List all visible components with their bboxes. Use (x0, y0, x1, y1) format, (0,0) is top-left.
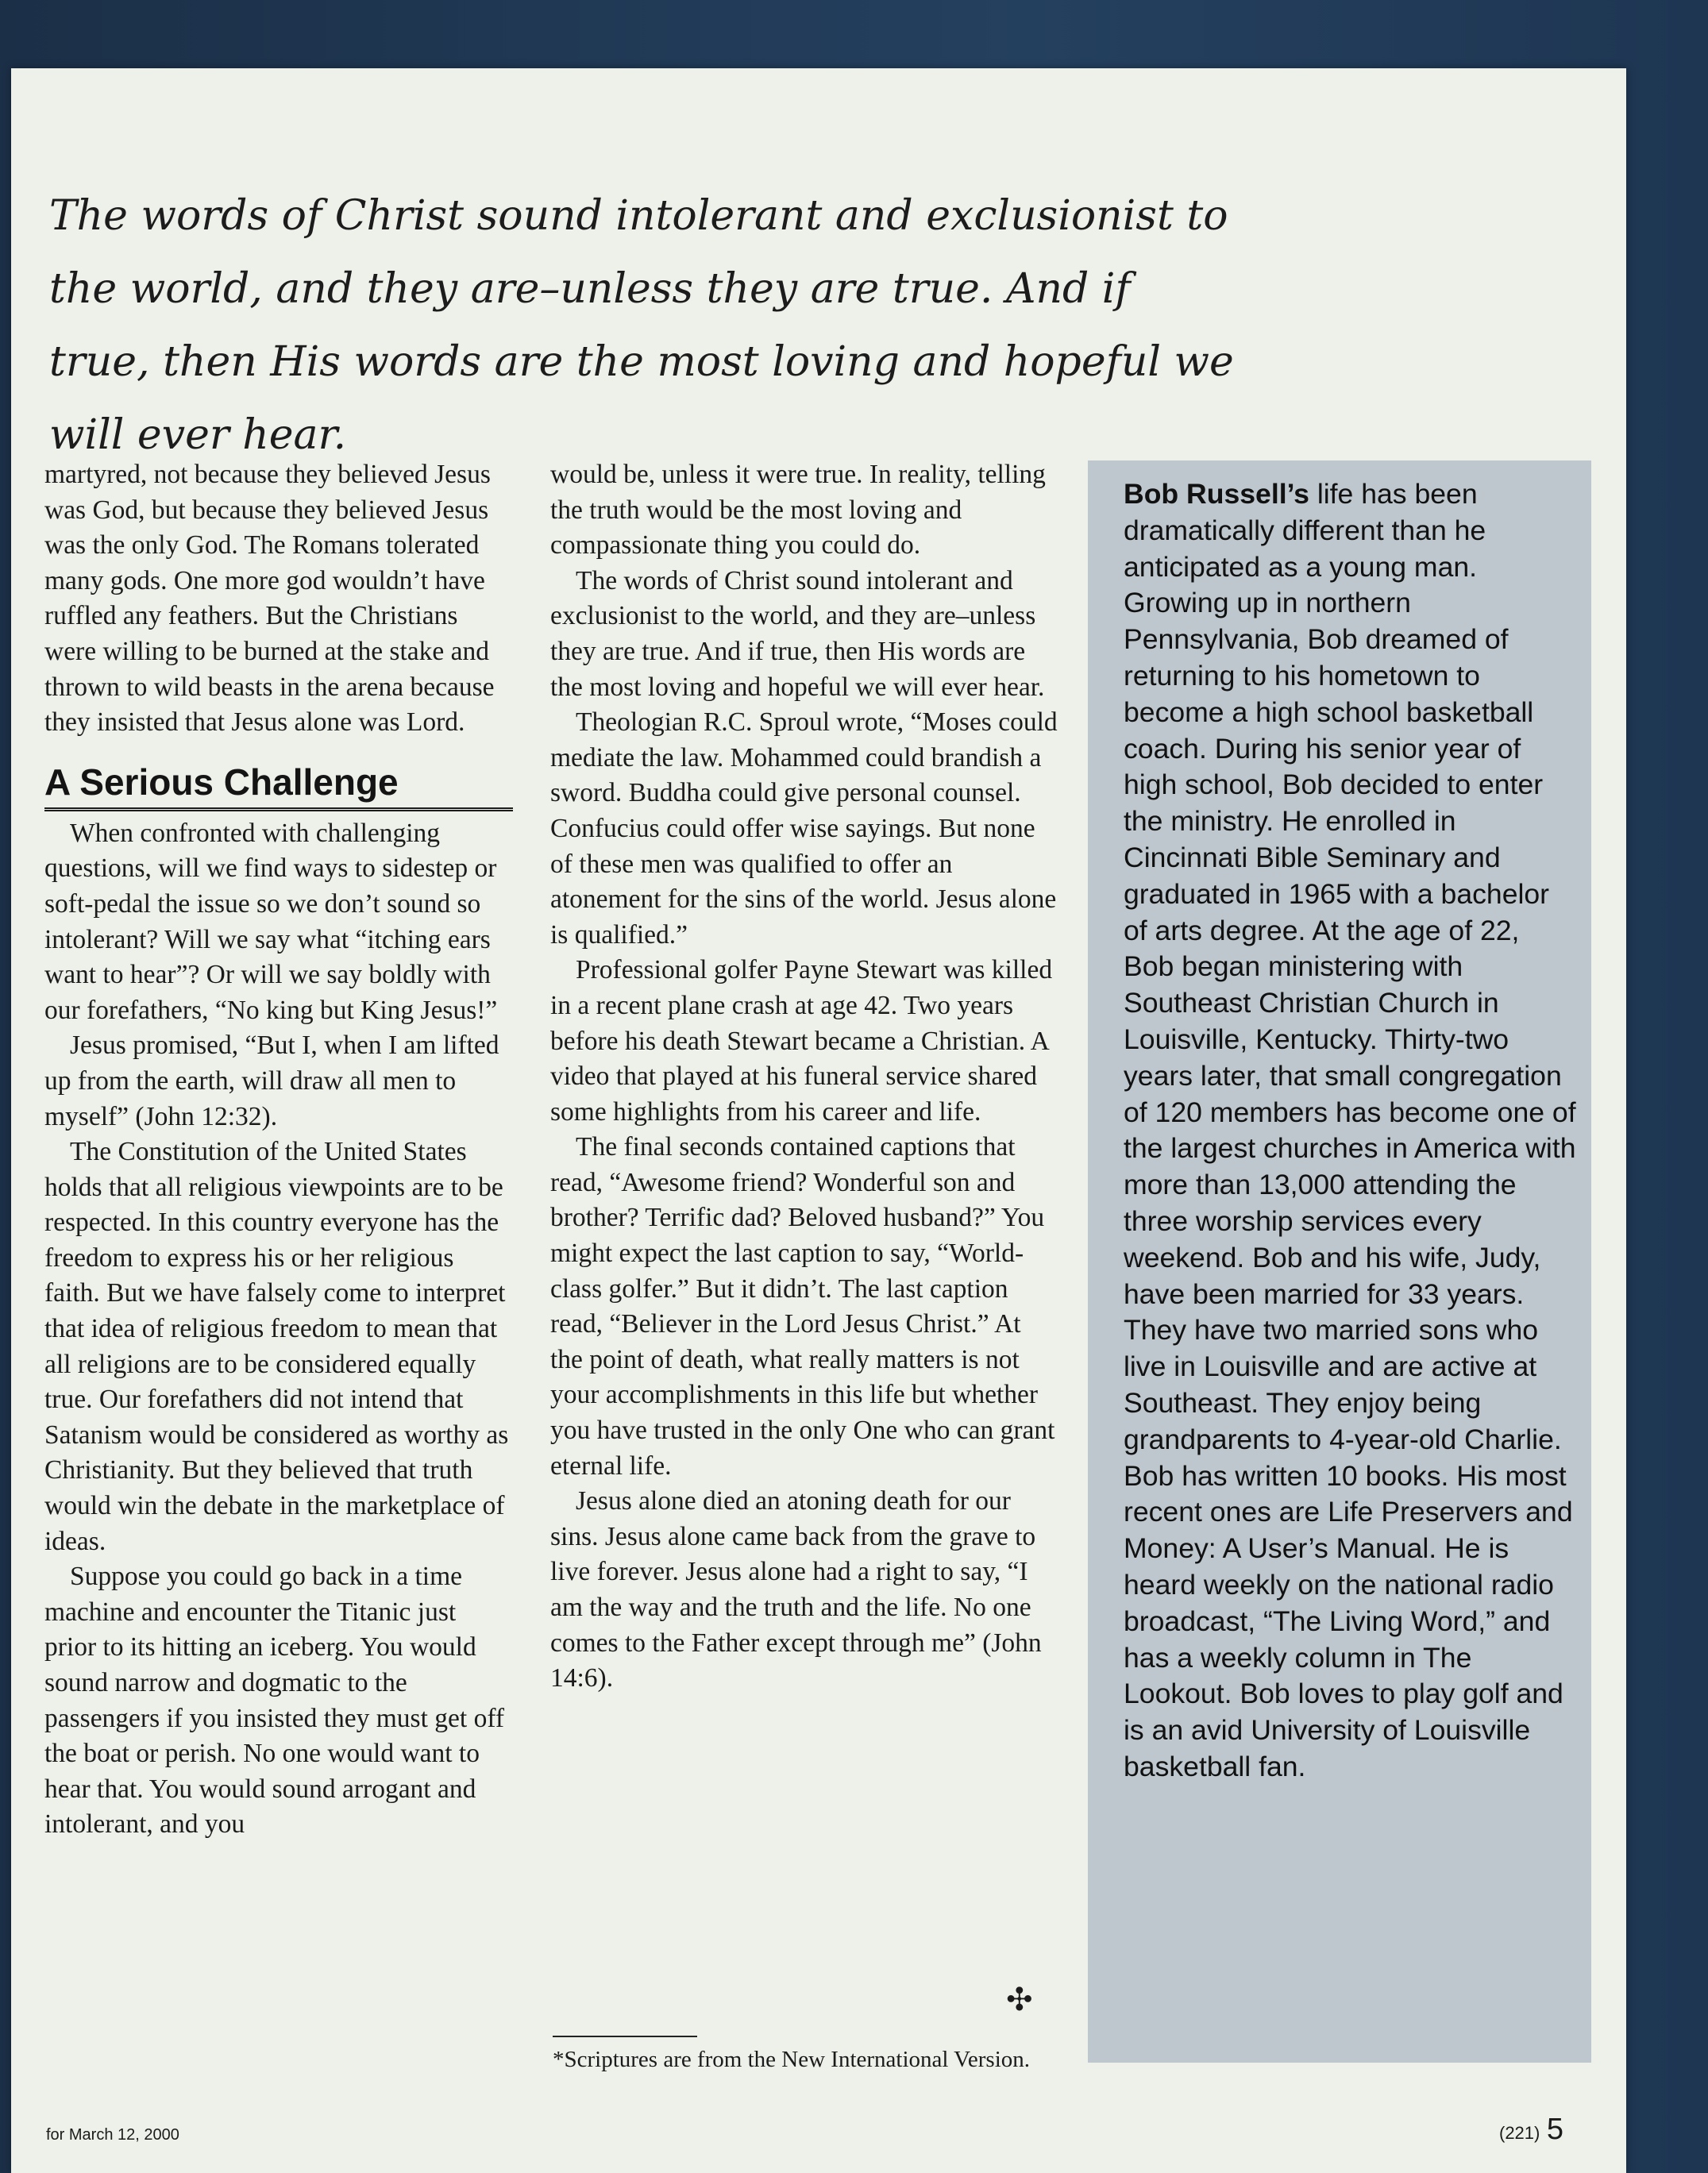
paragraph: Suppose you could go back in a time machine and encounter the Titanic just prior to its hitting an iceberg. You would sound narrow and dogmatic to the passengers if you insisted they must get off the boat or perish. No one would want to hear that. You would sound arrogant and intolerant, and you (44, 1562, 505, 1840)
paragraph: Jesus promised, “But I, when I am lifted up from the earth, will draw all men to myself” (John 12:32). (44, 1031, 499, 1131)
author-bio-sidebar (1088, 460, 1591, 2063)
page-code: (221) (1499, 2123, 1540, 2143)
page-number: 5 (1546, 2113, 1563, 2146)
author-bio-text: life has been dramatically different than he anticipated as a young man. Growing up in northern Pennsylvania, Bob dreamed of returning to his hometown to become a high school basketball coach. During his senior year of high school, Bob decided to enter the ministry. He enrolled in Cincinnati Bible Seminary and graduated in 1965 with a bachelor of arts degree. At the age of 22, Bob began ministering with Southeast Christian Church in Louisville, Kentucky. Thirty-two years later, that small congregation of 120 members has become one of the largest churches in America with more than 13,000 attending the three worship services every weekend. Bob and his wife, Judy, have been married for 33 years. They have two married sons who live in Louisville and are active at Southeast. They enjoy being grandparents to 4-year-old Charlie. Bob has written 10 books. His most recent ones are Life Preservers and Money: A User’s Manual. He is heard weekly on the national radio broadcast, “The Living Word,” and has a weekly column in The Lookout. Bob loves to play golf and is an avid University of Louisville basketball fan. (1124, 478, 1576, 1782)
section-heading: A Serious Challenge (44, 760, 513, 811)
footnote: *Scriptures are from the New International Version. (553, 2047, 1031, 2072)
paragraph: Professional golfer Payne Stewart was killed in a recent plane crash at age 42. Two years before his death Stewart became a Christian. A video that played at his funeral service shared some highlights from his career and life. (550, 955, 1053, 1127)
paragraph: martyred, not because they believed Jesus was God, but because they believed Jesus was the only God. The Romans tolerated many gods. One more god wouldn’t have ruffled any feathers. But the Christians were willing to be burned at the stake and thrown to wild beasts in the arena because they insisted that Jesus alone was Lord. (44, 460, 495, 738)
paragraph: The Constitution of the United States holds that all religious viewpoints are to be respected. In this country everyone has the freedom to express his or her religious faith. But we have falsely come to interpret that idea of religious freedom to mean that all religions are to be considered equally true. Our forefathers did not intend that Satanism would be considered as worthy as Christianity. But they believed that truth would win the debate in the marketplace of ideas. (44, 1137, 509, 1556)
page-footer (1499, 2113, 1563, 2147)
paragraph: Jesus alone died an atoning death for our sins. Jesus alone came back from the grave to live forever. Jesus alone had a right to say, “I am the way and the truth and the life. No one comes to the Father except through me” (John 14:6). (550, 1486, 1042, 1693)
author-bio (1124, 476, 1576, 1786)
end-of-article-icon: ✣ (1006, 1982, 1033, 2018)
article-column-left (44, 457, 513, 1843)
issue-date: for March 12, 2000 (46, 2126, 179, 2144)
pull-quote: The words of Christ sound intolerant and exclusionist to the world, and they are–unless they are true. And if true, then His words are the most loving and hopeful we will ever hear. (49, 192, 1234, 459)
article-column-middle (550, 457, 1058, 1697)
paragraph: would be, unless it were true. In reality, telling the truth would be the most loving and compassionate thing you could do. (550, 460, 1046, 561)
paragraph: When confronted with challenging questions, will we find ways to sidestep or soft-pedal the issue so we don’t sound so intolerant? Will we say what “itching ears want to hear”? Or will we say boldly with our forefathers, “No king but King Jesus!” (44, 818, 498, 1025)
magazine-page (11, 68, 1626, 2173)
paragraph: Theologian R.C. Sproul wrote, “Moses could mediate the law. Mohammed could brandish a sword. Buddha could give personal counsel. Confucius could offer wise sayings. But none of these men was qualified to offer an atonement for the sins of the world. Jesus alone is qualified.” (550, 707, 1058, 950)
author-name: Bob Russell’s (1124, 478, 1309, 510)
paragraph: The words of Christ sound intolerant and exclusionist to the world, and they are–unless they are true. And if true, then His words are the most loving and hopeful we will ever hear. (550, 565, 1045, 702)
paragraph: The final seconds contained captions that read, “Awesome friend? Wonderful son and brother? Terrific dad? Beloved husband?” You might expect the last caption to say, “World-class golfer.” But it didn’t. The last caption read, “Believer in the Lord Jesus Christ.” At the point of death, what really matters is not your accomplishments in this life but whether you have trusted in the only One who can grant eternal life. (550, 1132, 1055, 1481)
footnote-divider (553, 2036, 697, 2037)
